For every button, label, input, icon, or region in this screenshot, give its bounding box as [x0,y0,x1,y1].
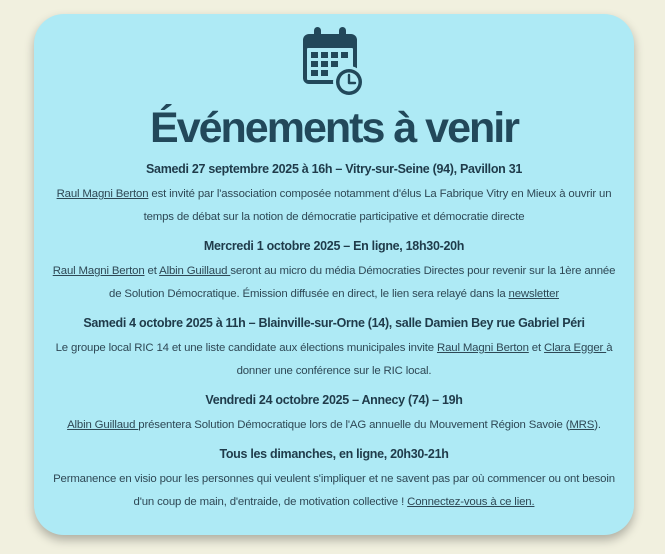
event-item [52,161,616,229]
event-text: seront au micro du média Démocraties Directes pour revenir sur la 1ère année de Solution Démocratique. Émission diffusée en direct, le lien sera relayé dans la [109,265,616,300]
event-heading: Mercredi 1 octobre 2025 – En ligne, 18h30-20h [203,239,465,253]
event-description [52,468,616,514]
person-link-albin[interactable]: Albin Guillaud [67,419,139,431]
event-item [52,238,616,306]
event-heading: Tous les dimanches, en ligne, 20h30-21h [219,447,449,461]
icon-container [52,26,616,100]
mrs-link[interactable]: MRS [569,419,595,431]
event-text: Permanence en visio pour les personnes qui veulent s'impliquer et ne savent pas par où commencer ou ont besoin d'un coup de main, d'entraide, de motivation collective ! [53,473,615,508]
person-link-raul[interactable]: Raul Magni Berton [52,265,145,277]
events-card [34,14,634,535]
person-link-raul[interactable]: Raul Magni Berton [56,188,149,200]
person-link-albin[interactable]: Albin Guillaud [159,265,231,277]
event-description [52,183,616,229]
person-link-clara[interactable]: Clara Egger [544,342,607,354]
event-text: Le groupe local RIC 14 et une liste candidate aux élections municipales invite [55,342,437,354]
event-text: et [144,265,160,277]
event-item [52,392,616,437]
event-item [52,446,616,514]
event-text: et [528,342,545,354]
connect-link[interactable]: Connectez-vous à ce lien. [407,496,535,508]
person-link-raul[interactable]: Raul Magni Berton [437,342,529,354]
event-heading: Samedi 27 septembre 2025 à 16h – Vitry-sur-Seine (94), Pavillon 31 [146,162,522,176]
event-item [52,315,616,383]
event-description [52,337,616,383]
event-text: à donner une conférence sur le RIC local. [236,342,613,377]
page-title: Événements à venir [150,104,518,152]
event-heading: Samedi 4 octobre 2025 à 11h – Blainville-sur-Orne (14), salle Damien Bey rue Gabriel Péri [83,316,585,330]
event-heading: Vendredi 24 octobre 2025 – Annecy (74) – 19h [205,393,463,407]
event-description [52,414,616,437]
newsletter-link[interactable]: newsletter [508,288,559,300]
calendar-clock-icon [301,26,367,100]
event-text: présentera Solution Démocratique lors de l'AG annuelle du Mouvement Région Savoie ( [138,419,570,431]
event-text: ). [594,419,601,431]
event-text: est invité par l'association composée notamment d'élus La Fabrique Vitry en Mieux à ouvrir un temps de débat sur la notion de démocratie participative et démocratie directe [143,188,612,223]
event-description [52,260,616,306]
